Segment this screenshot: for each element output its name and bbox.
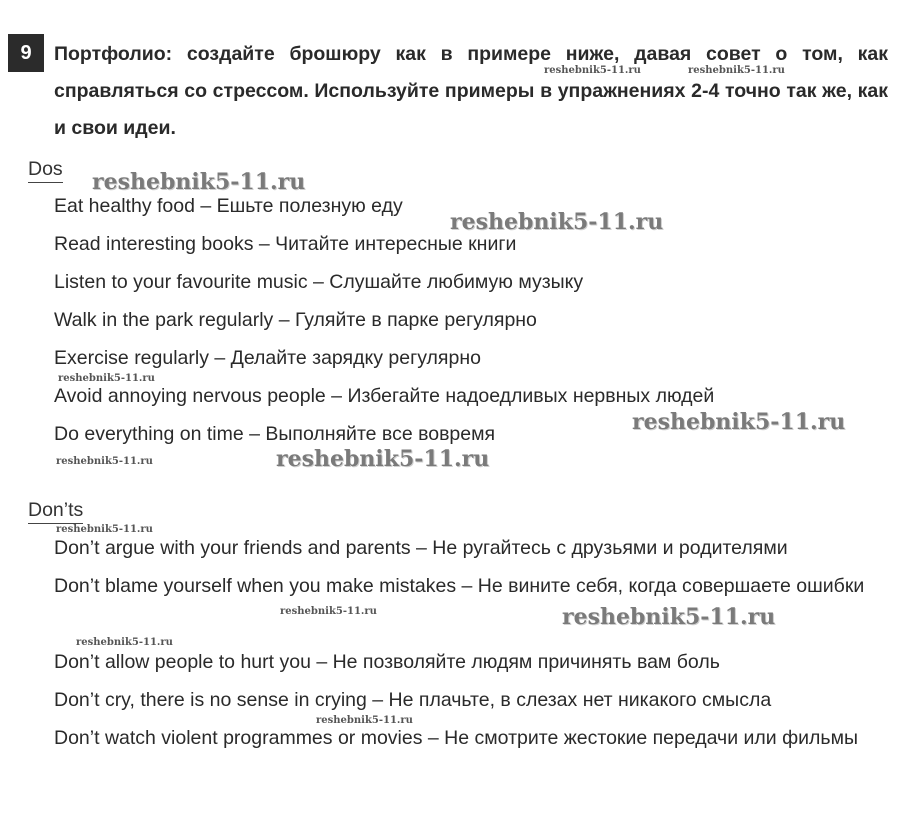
dos-section-title: Dos xyxy=(28,157,63,183)
watermark-text: reshebnik5-11.ru xyxy=(58,373,155,384)
donts-item: Don’t cry, there is no sense in crying – Не плачьте, в слезах нет никакого смысла xyxy=(54,689,772,711)
dos-item: Read interesting books – Читайте интересные книги xyxy=(54,233,517,255)
dos-item: Listen to your favourite music – Слушайте любимую музыку xyxy=(54,271,584,293)
exercise-number-badge: 9 xyxy=(8,34,44,72)
dos-item: Exercise regularly – Делайте зарядку регулярно xyxy=(54,347,481,369)
donts-item: Don’t watch violent programmes or movies – Не смотрите жестокие передачи или фильмы xyxy=(54,727,859,749)
watermark-text: reshebnik5-11.ru xyxy=(632,409,846,435)
watermark-text: reshebnik5-11.ru xyxy=(562,604,776,630)
dos-item: Avoid annoying nervous people – Избегайте надоедливых нервных людей xyxy=(54,385,715,407)
watermark-text: reshebnik5-11.ru xyxy=(56,456,153,467)
watermark-text: reshebnik5-11.ru xyxy=(688,65,785,76)
watermark-text: reshebnik5-11.ru xyxy=(92,169,306,195)
dos-item: Do everything on time – Выполняйте все вовремя xyxy=(54,423,496,445)
watermark-text: reshebnik5-11.ru xyxy=(544,65,641,76)
watermark-text: reshebnik5-11.ru xyxy=(56,524,153,535)
watermark-text: reshebnik5-11.ru xyxy=(276,446,490,472)
donts-item: Don’t argue with your friends and parents – Не ругайтесь с друзьями и родителями xyxy=(54,537,788,559)
dos-item: Eat healthy food – Ешьте полезную еду xyxy=(54,195,403,217)
dos-item: Walk in the park regularly – Гуляйте в парке регулярно xyxy=(54,309,537,331)
donts-section-title: Don’ts xyxy=(28,498,83,524)
watermark-text: reshebnik5-11.ru xyxy=(316,715,413,726)
watermark-text: reshebnik5-11.ru xyxy=(76,637,173,648)
donts-item: Don’t blame yourself when you make mistakes – Не вините себя, когда совершаете ошибки xyxy=(54,575,865,597)
exercise-task-text: Портфолио: создайте брошюру как в примере ниже, давая совет о том, как справляться со стрессом. Используйте примеры в упражнениях 2-4 точно так же, как и свои идеи. xyxy=(54,43,888,139)
watermark-text: reshebnik5-11.ru xyxy=(450,209,664,235)
donts-item: Don’t allow people to hurt you – Не позволяйте людям причинять вам боль xyxy=(54,651,720,673)
watermark-text: reshebnik5-11.ru xyxy=(280,606,377,617)
